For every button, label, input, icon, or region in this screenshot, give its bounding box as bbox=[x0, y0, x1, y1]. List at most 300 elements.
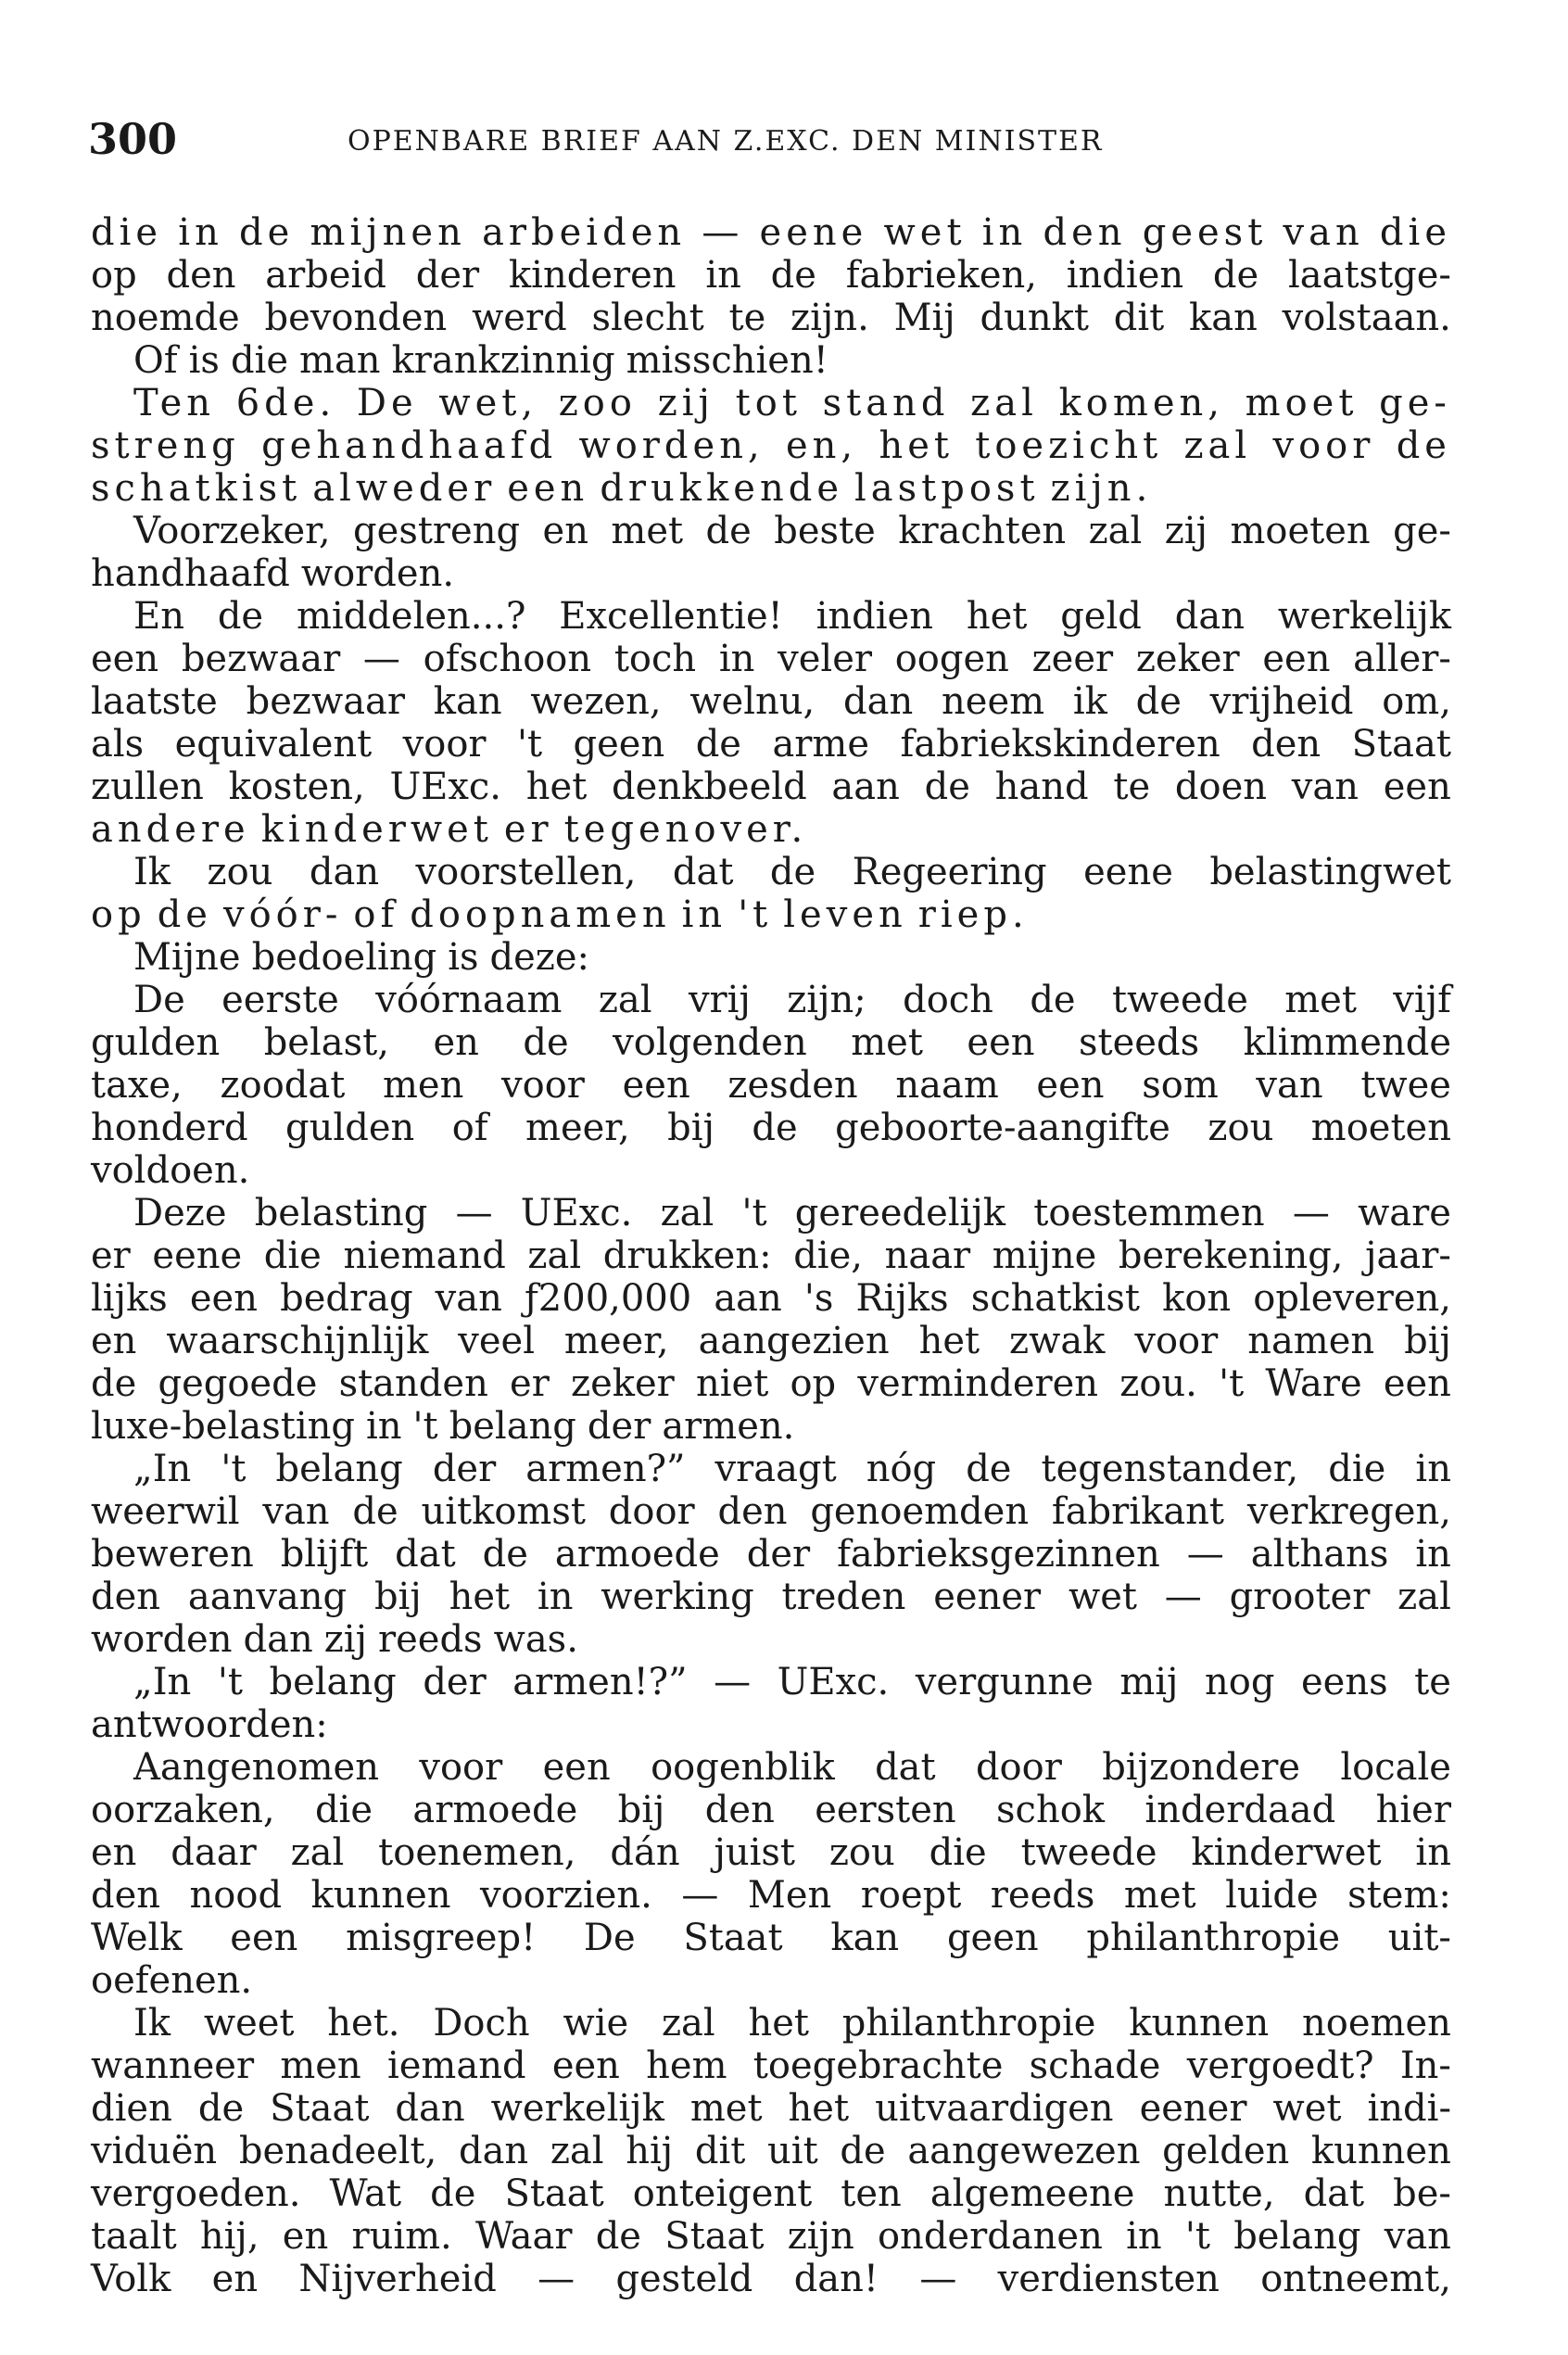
word: bij bbox=[617, 1789, 665, 1831]
word: die bbox=[929, 1831, 987, 1874]
word: eene bbox=[759, 211, 868, 254]
text-line bbox=[91, 211, 1451, 254]
word: een bbox=[507, 467, 589, 510]
word: dan bbox=[309, 851, 380, 893]
word: indien bbox=[816, 595, 933, 638]
word: van bbox=[1291, 766, 1359, 808]
word: in bbox=[1415, 1448, 1451, 1490]
word: en bbox=[433, 1021, 479, 1064]
word: wet bbox=[883, 211, 967, 254]
word: wet, bbox=[438, 382, 538, 424]
word: dan bbox=[458, 2130, 529, 2172]
word: het bbox=[449, 1576, 511, 1618]
text-line bbox=[91, 1917, 1451, 1959]
word: roept bbox=[860, 1874, 962, 1917]
word: „In bbox=[133, 1661, 192, 1703]
word: geest bbox=[1142, 211, 1268, 254]
word: niemand bbox=[343, 1234, 506, 1277]
word: in bbox=[1415, 1831, 1451, 1874]
word: was. bbox=[493, 1618, 578, 1661]
word: een bbox=[967, 1021, 1035, 1064]
word: uit- bbox=[1387, 1917, 1451, 1959]
word: Of bbox=[133, 339, 178, 382]
word: 't bbox=[1184, 2215, 1210, 2258]
word: namen bbox=[1247, 1320, 1375, 1362]
word: de bbox=[840, 2130, 886, 2172]
word: van bbox=[262, 1490, 330, 1533]
word: zou bbox=[828, 1831, 895, 1874]
text-line bbox=[91, 1107, 1451, 1149]
word: philanthropie bbox=[841, 2002, 1096, 2045]
word: verminderen bbox=[857, 1362, 1099, 1405]
word: Staat bbox=[683, 1917, 783, 1959]
word: 't bbox=[517, 723, 543, 766]
word: Excellentie! bbox=[559, 595, 783, 638]
word: de bbox=[705, 510, 752, 552]
word: ge- bbox=[1379, 382, 1451, 424]
word: geen bbox=[573, 723, 665, 766]
word: den bbox=[704, 1789, 775, 1831]
word: zesden bbox=[727, 1064, 858, 1107]
word: om, bbox=[1382, 680, 1451, 723]
word: met bbox=[1123, 1874, 1196, 1917]
text-line bbox=[91, 1234, 1451, 1277]
word: kunnen bbox=[1310, 2130, 1451, 2172]
word: 't bbox=[741, 1192, 767, 1234]
word: in bbox=[178, 211, 223, 254]
word: benadeelt, bbox=[238, 2130, 437, 2172]
word: standen bbox=[338, 1362, 488, 1405]
word: In- bbox=[1399, 2045, 1451, 2087]
word: onderdanen bbox=[877, 2215, 1103, 2258]
word: kinderwet bbox=[260, 808, 493, 851]
text-line bbox=[91, 424, 1451, 467]
word: tweede bbox=[1111, 979, 1248, 1021]
word: armoede bbox=[554, 1533, 720, 1576]
text-line bbox=[91, 595, 1451, 638]
word: moeten bbox=[1310, 1107, 1451, 1149]
word: reeds bbox=[990, 1874, 1095, 1917]
word: inderdaad bbox=[1144, 1789, 1336, 1831]
word: een bbox=[189, 1277, 258, 1320]
word: dan bbox=[843, 680, 914, 723]
word: Waar bbox=[475, 2215, 573, 2258]
word: bijzondere bbox=[1102, 1746, 1300, 1789]
word: Staat bbox=[1351, 723, 1451, 766]
word: arbeid bbox=[265, 254, 386, 297]
word: zal bbox=[527, 1234, 582, 1277]
word: fabriekskinderen bbox=[900, 723, 1220, 766]
text-line bbox=[91, 808, 1451, 851]
word: Staat bbox=[270, 2087, 370, 2130]
word: oogenblik bbox=[651, 1746, 835, 1789]
word: eene bbox=[152, 1234, 243, 1277]
word: geen bbox=[946, 1917, 1039, 1959]
word: der bbox=[415, 254, 480, 297]
word: komen, bbox=[1058, 382, 1224, 424]
word: dit bbox=[1113, 297, 1165, 339]
word: noemde bbox=[91, 297, 240, 339]
word: vergunne bbox=[915, 1661, 1094, 1703]
word: — bbox=[714, 1661, 752, 1703]
word: de bbox=[770, 254, 816, 297]
word: het bbox=[525, 766, 588, 808]
word: dán bbox=[610, 1831, 680, 1874]
word: hand bbox=[994, 766, 1089, 808]
word: schatkist bbox=[970, 1277, 1140, 1320]
word: lijks bbox=[91, 1277, 168, 1320]
word: gegoede bbox=[158, 1362, 318, 1405]
word: werking bbox=[601, 1576, 754, 1618]
word: den bbox=[91, 1874, 161, 1917]
word: stem: bbox=[1347, 1874, 1451, 1917]
text-line bbox=[91, 936, 1451, 979]
word: van bbox=[435, 1277, 502, 1320]
word: tot bbox=[735, 382, 802, 424]
word: de bbox=[1396, 424, 1451, 467]
word: daar bbox=[171, 1831, 257, 1874]
word: werd bbox=[472, 297, 567, 339]
word: lastpost bbox=[854, 467, 1040, 510]
word: luide bbox=[1225, 1874, 1319, 1917]
word: voor bbox=[501, 1064, 585, 1107]
word: 't bbox=[221, 1448, 247, 1490]
text-line bbox=[91, 1576, 1451, 1618]
word: armen. bbox=[662, 1405, 795, 1448]
word: verdiensten bbox=[997, 2258, 1220, 2300]
word: Staat bbox=[504, 2172, 604, 2215]
word: zou bbox=[207, 851, 273, 893]
page-header bbox=[88, 111, 1450, 167]
text-line bbox=[91, 893, 1451, 936]
word: zoodat bbox=[220, 1064, 346, 1107]
word: die bbox=[263, 1234, 322, 1277]
word: middelen...? bbox=[296, 595, 526, 638]
word: taalt bbox=[91, 2215, 177, 2258]
word: welnu, bbox=[689, 680, 816, 723]
word: door bbox=[975, 1746, 1062, 1789]
word: gesteld bbox=[615, 2258, 753, 2300]
text-line bbox=[91, 1746, 1451, 1789]
word: kan bbox=[1189, 297, 1258, 339]
word: bij bbox=[373, 1576, 422, 1618]
word: 's bbox=[803, 1277, 834, 1320]
word: belast, bbox=[263, 1021, 389, 1064]
word: te bbox=[1414, 1661, 1451, 1703]
word: kinderen bbox=[508, 254, 677, 297]
body-text bbox=[91, 211, 1451, 2300]
text-line bbox=[91, 638, 1451, 680]
word: geld bbox=[1060, 595, 1142, 638]
word: kinderwet bbox=[1191, 1831, 1382, 1874]
word: aangewezen bbox=[907, 2130, 1141, 2172]
word: meer, bbox=[525, 1107, 630, 1149]
word: dat bbox=[395, 1533, 456, 1576]
word: uit bbox=[767, 2130, 818, 2172]
word: meer, bbox=[563, 1320, 669, 1362]
word: volstaan. bbox=[1282, 297, 1451, 339]
word: een bbox=[622, 1064, 690, 1107]
word: worden bbox=[91, 1618, 233, 1661]
word: op bbox=[91, 254, 137, 297]
word: voorzien. bbox=[480, 1874, 652, 1917]
word: waarschijnlijk bbox=[166, 1320, 429, 1362]
word: vergoeden. bbox=[91, 2172, 301, 2215]
text-line bbox=[91, 1277, 1451, 1320]
text-line bbox=[91, 2045, 1451, 2087]
word: vrijheid bbox=[1209, 680, 1354, 723]
word: niet bbox=[695, 1362, 769, 1405]
word: gereedelijk bbox=[794, 1192, 1006, 1234]
word: eens bbox=[1300, 1661, 1388, 1703]
word: een bbox=[542, 1746, 611, 1789]
text-line bbox=[91, 339, 1451, 382]
word: zoo bbox=[558, 382, 637, 424]
word: den bbox=[717, 1490, 788, 1533]
word: En bbox=[133, 595, 184, 638]
word: aan bbox=[831, 766, 900, 808]
text-line bbox=[91, 2258, 1451, 2300]
word: Mij bbox=[893, 297, 955, 339]
word: ƒ200,000 bbox=[525, 1277, 692, 1320]
word: Deze bbox=[133, 1192, 227, 1234]
word: dat bbox=[875, 1746, 936, 1789]
word: in bbox=[718, 638, 755, 680]
word: fabrikant bbox=[1051, 1490, 1224, 1533]
word: belang bbox=[1233, 2215, 1361, 2258]
word: viduën bbox=[91, 2130, 218, 2172]
word: stand bbox=[822, 382, 950, 424]
word: — bbox=[1292, 1192, 1330, 1234]
word: Rijks bbox=[855, 1277, 949, 1320]
word: zal bbox=[1397, 1576, 1451, 1618]
word: een bbox=[1383, 1362, 1451, 1405]
word: berekening, bbox=[1118, 1234, 1344, 1277]
word: een bbox=[230, 1917, 298, 1959]
word: UExc. bbox=[777, 1661, 890, 1703]
word: wet bbox=[1272, 2087, 1342, 2130]
word: aan bbox=[714, 1277, 782, 1320]
word: mij bbox=[1119, 1661, 1179, 1703]
word: kan bbox=[830, 1917, 900, 1959]
word: hij, bbox=[199, 2215, 259, 2258]
word: schade bbox=[1029, 2045, 1161, 2087]
word: opleveren, bbox=[1253, 1277, 1451, 1320]
word: de bbox=[217, 595, 264, 638]
word: weet bbox=[203, 2002, 295, 2045]
word: vergoedt? bbox=[1186, 2045, 1374, 2087]
word: beweren bbox=[91, 1533, 254, 1576]
word: dunkt bbox=[980, 297, 1089, 339]
word: 't bbox=[412, 1405, 438, 1448]
word: kon bbox=[1162, 1277, 1232, 1320]
word: wezen, bbox=[530, 680, 662, 723]
word: equivalent bbox=[174, 723, 373, 766]
text-line bbox=[91, 1490, 1451, 1533]
text-line bbox=[91, 1448, 1451, 1490]
word: uitvaardigen bbox=[875, 2087, 1114, 2130]
word: antwoorden: bbox=[91, 1703, 328, 1746]
word: tegenover. bbox=[563, 808, 808, 851]
word: de bbox=[197, 2087, 245, 2130]
text-line bbox=[91, 1362, 1451, 1405]
word: de bbox=[430, 2172, 476, 2215]
word: het bbox=[918, 1320, 980, 1362]
text-line bbox=[91, 1831, 1451, 1874]
word: het bbox=[748, 2002, 809, 2045]
word: in bbox=[1415, 1533, 1451, 1576]
word: de bbox=[239, 211, 295, 254]
word: ten bbox=[841, 2172, 902, 2215]
word: De bbox=[356, 382, 418, 424]
word: mijnen bbox=[310, 211, 466, 254]
word: een bbox=[1262, 638, 1331, 680]
word: — bbox=[702, 211, 744, 254]
word: som bbox=[1142, 1064, 1219, 1107]
word: 't bbox=[738, 893, 773, 936]
word: deze: bbox=[489, 936, 590, 979]
text-line bbox=[91, 2002, 1451, 2045]
word: nood bbox=[189, 1874, 283, 1917]
word: de bbox=[1212, 254, 1259, 297]
word: en bbox=[542, 510, 588, 552]
word: de bbox=[482, 1533, 528, 1576]
word: naar bbox=[884, 1234, 971, 1277]
word: Staat bbox=[664, 2215, 765, 2258]
word: bedrag bbox=[280, 1277, 413, 1320]
word: moeten bbox=[1230, 510, 1371, 552]
word: zeker bbox=[1135, 638, 1240, 680]
word: te bbox=[728, 297, 766, 339]
word: bij bbox=[667, 1107, 714, 1149]
word: doopnamen bbox=[410, 893, 671, 936]
word: tegenstander, bbox=[1041, 1448, 1299, 1490]
word: ge- bbox=[1393, 510, 1451, 552]
word: ik bbox=[1072, 680, 1107, 723]
word: gulden bbox=[91, 1021, 221, 1064]
word: zal bbox=[1088, 510, 1143, 552]
word: in bbox=[981, 211, 1028, 254]
word: of bbox=[353, 893, 399, 936]
word: taxe, bbox=[91, 1064, 183, 1107]
text-line bbox=[91, 1703, 1451, 1746]
word: drukken: bbox=[602, 1234, 772, 1277]
word: mijne bbox=[992, 1234, 1097, 1277]
word: armen?” bbox=[525, 1448, 686, 1490]
word: zal bbox=[1183, 424, 1252, 467]
word: en bbox=[91, 1320, 137, 1362]
word: armen!?” bbox=[512, 1661, 688, 1703]
word: dan bbox=[243, 1618, 313, 1661]
word: zal bbox=[661, 2002, 715, 2045]
word: de bbox=[1030, 979, 1076, 1021]
text-line bbox=[91, 766, 1451, 808]
word: Wat bbox=[329, 2172, 402, 2215]
word: — bbox=[455, 1192, 493, 1234]
word: toezicht bbox=[975, 424, 1163, 467]
word: grooter bbox=[1229, 1576, 1371, 1618]
word: nóg bbox=[866, 1448, 937, 1490]
word: toegebrachte bbox=[752, 2045, 1004, 2087]
word: vóór- bbox=[222, 893, 343, 936]
word: dan bbox=[1174, 595, 1245, 638]
word: of bbox=[451, 1107, 488, 1149]
word: armoede bbox=[412, 1789, 578, 1831]
word: worden, bbox=[578, 424, 765, 467]
running-head: OPENBARE BRIEF AAN Z.EXC. DEN MINISTER bbox=[348, 125, 1104, 158]
word: slecht bbox=[591, 297, 704, 339]
text-line bbox=[91, 1064, 1451, 1107]
word: philanthropie bbox=[1086, 1917, 1341, 1959]
word: ware bbox=[1358, 1192, 1451, 1234]
word: zal bbox=[970, 382, 1038, 424]
word: oorzaken, bbox=[91, 1789, 275, 1831]
word: Voorzeker, bbox=[133, 510, 331, 552]
word: ofschoon bbox=[423, 638, 592, 680]
word: men bbox=[382, 1064, 464, 1107]
word: in bbox=[705, 254, 741, 297]
word: en bbox=[211, 2258, 259, 2300]
word: voor bbox=[402, 723, 487, 766]
word: Ik bbox=[133, 2002, 171, 2045]
word: bevonden bbox=[264, 297, 448, 339]
word: — bbox=[681, 1874, 719, 1917]
word: nog bbox=[1204, 1661, 1275, 1703]
word: men bbox=[280, 2045, 361, 2087]
word: Ik bbox=[133, 851, 171, 893]
word: honderd bbox=[91, 1107, 248, 1149]
word: der bbox=[423, 1661, 487, 1703]
word: dan bbox=[395, 2087, 465, 2130]
word: zou. bbox=[1119, 1362, 1197, 1405]
word: treden bbox=[781, 1576, 906, 1618]
word: ruim. bbox=[351, 2215, 452, 2258]
text-line bbox=[91, 851, 1451, 893]
word: eerste bbox=[221, 979, 339, 1021]
word: den bbox=[1251, 723, 1321, 766]
word: indien bbox=[1066, 254, 1184, 297]
word: belang bbox=[275, 1448, 403, 1490]
word: naam bbox=[895, 1064, 999, 1107]
text-line bbox=[91, 979, 1451, 1021]
word: is bbox=[188, 339, 220, 382]
word: die bbox=[1328, 1448, 1386, 1490]
word: voor bbox=[1134, 1320, 1219, 1362]
word: der bbox=[746, 1533, 811, 1576]
word: kosten, bbox=[228, 766, 365, 808]
word: zij bbox=[657, 382, 714, 424]
word: wie bbox=[563, 2002, 629, 2045]
word: een bbox=[1036, 1064, 1105, 1107]
word: volgenden bbox=[613, 1021, 807, 1064]
word: zeker bbox=[571, 1362, 675, 1405]
word: zal bbox=[290, 1831, 345, 1874]
word: toestemmen bbox=[1033, 1192, 1265, 1234]
word: als bbox=[91, 723, 145, 766]
word: moet bbox=[1245, 382, 1359, 424]
text-line bbox=[91, 1320, 1451, 1362]
word: de bbox=[352, 1490, 398, 1533]
word: bij bbox=[1404, 1320, 1451, 1362]
word: aller- bbox=[1353, 638, 1451, 680]
word: belang bbox=[449, 1405, 576, 1448]
word: den bbox=[166, 254, 236, 297]
word: die bbox=[230, 339, 289, 382]
text-line bbox=[91, 1192, 1451, 1234]
word: kunnen bbox=[310, 1874, 451, 1917]
text-line bbox=[91, 1533, 1451, 1576]
word: krankzinnig bbox=[391, 339, 615, 382]
